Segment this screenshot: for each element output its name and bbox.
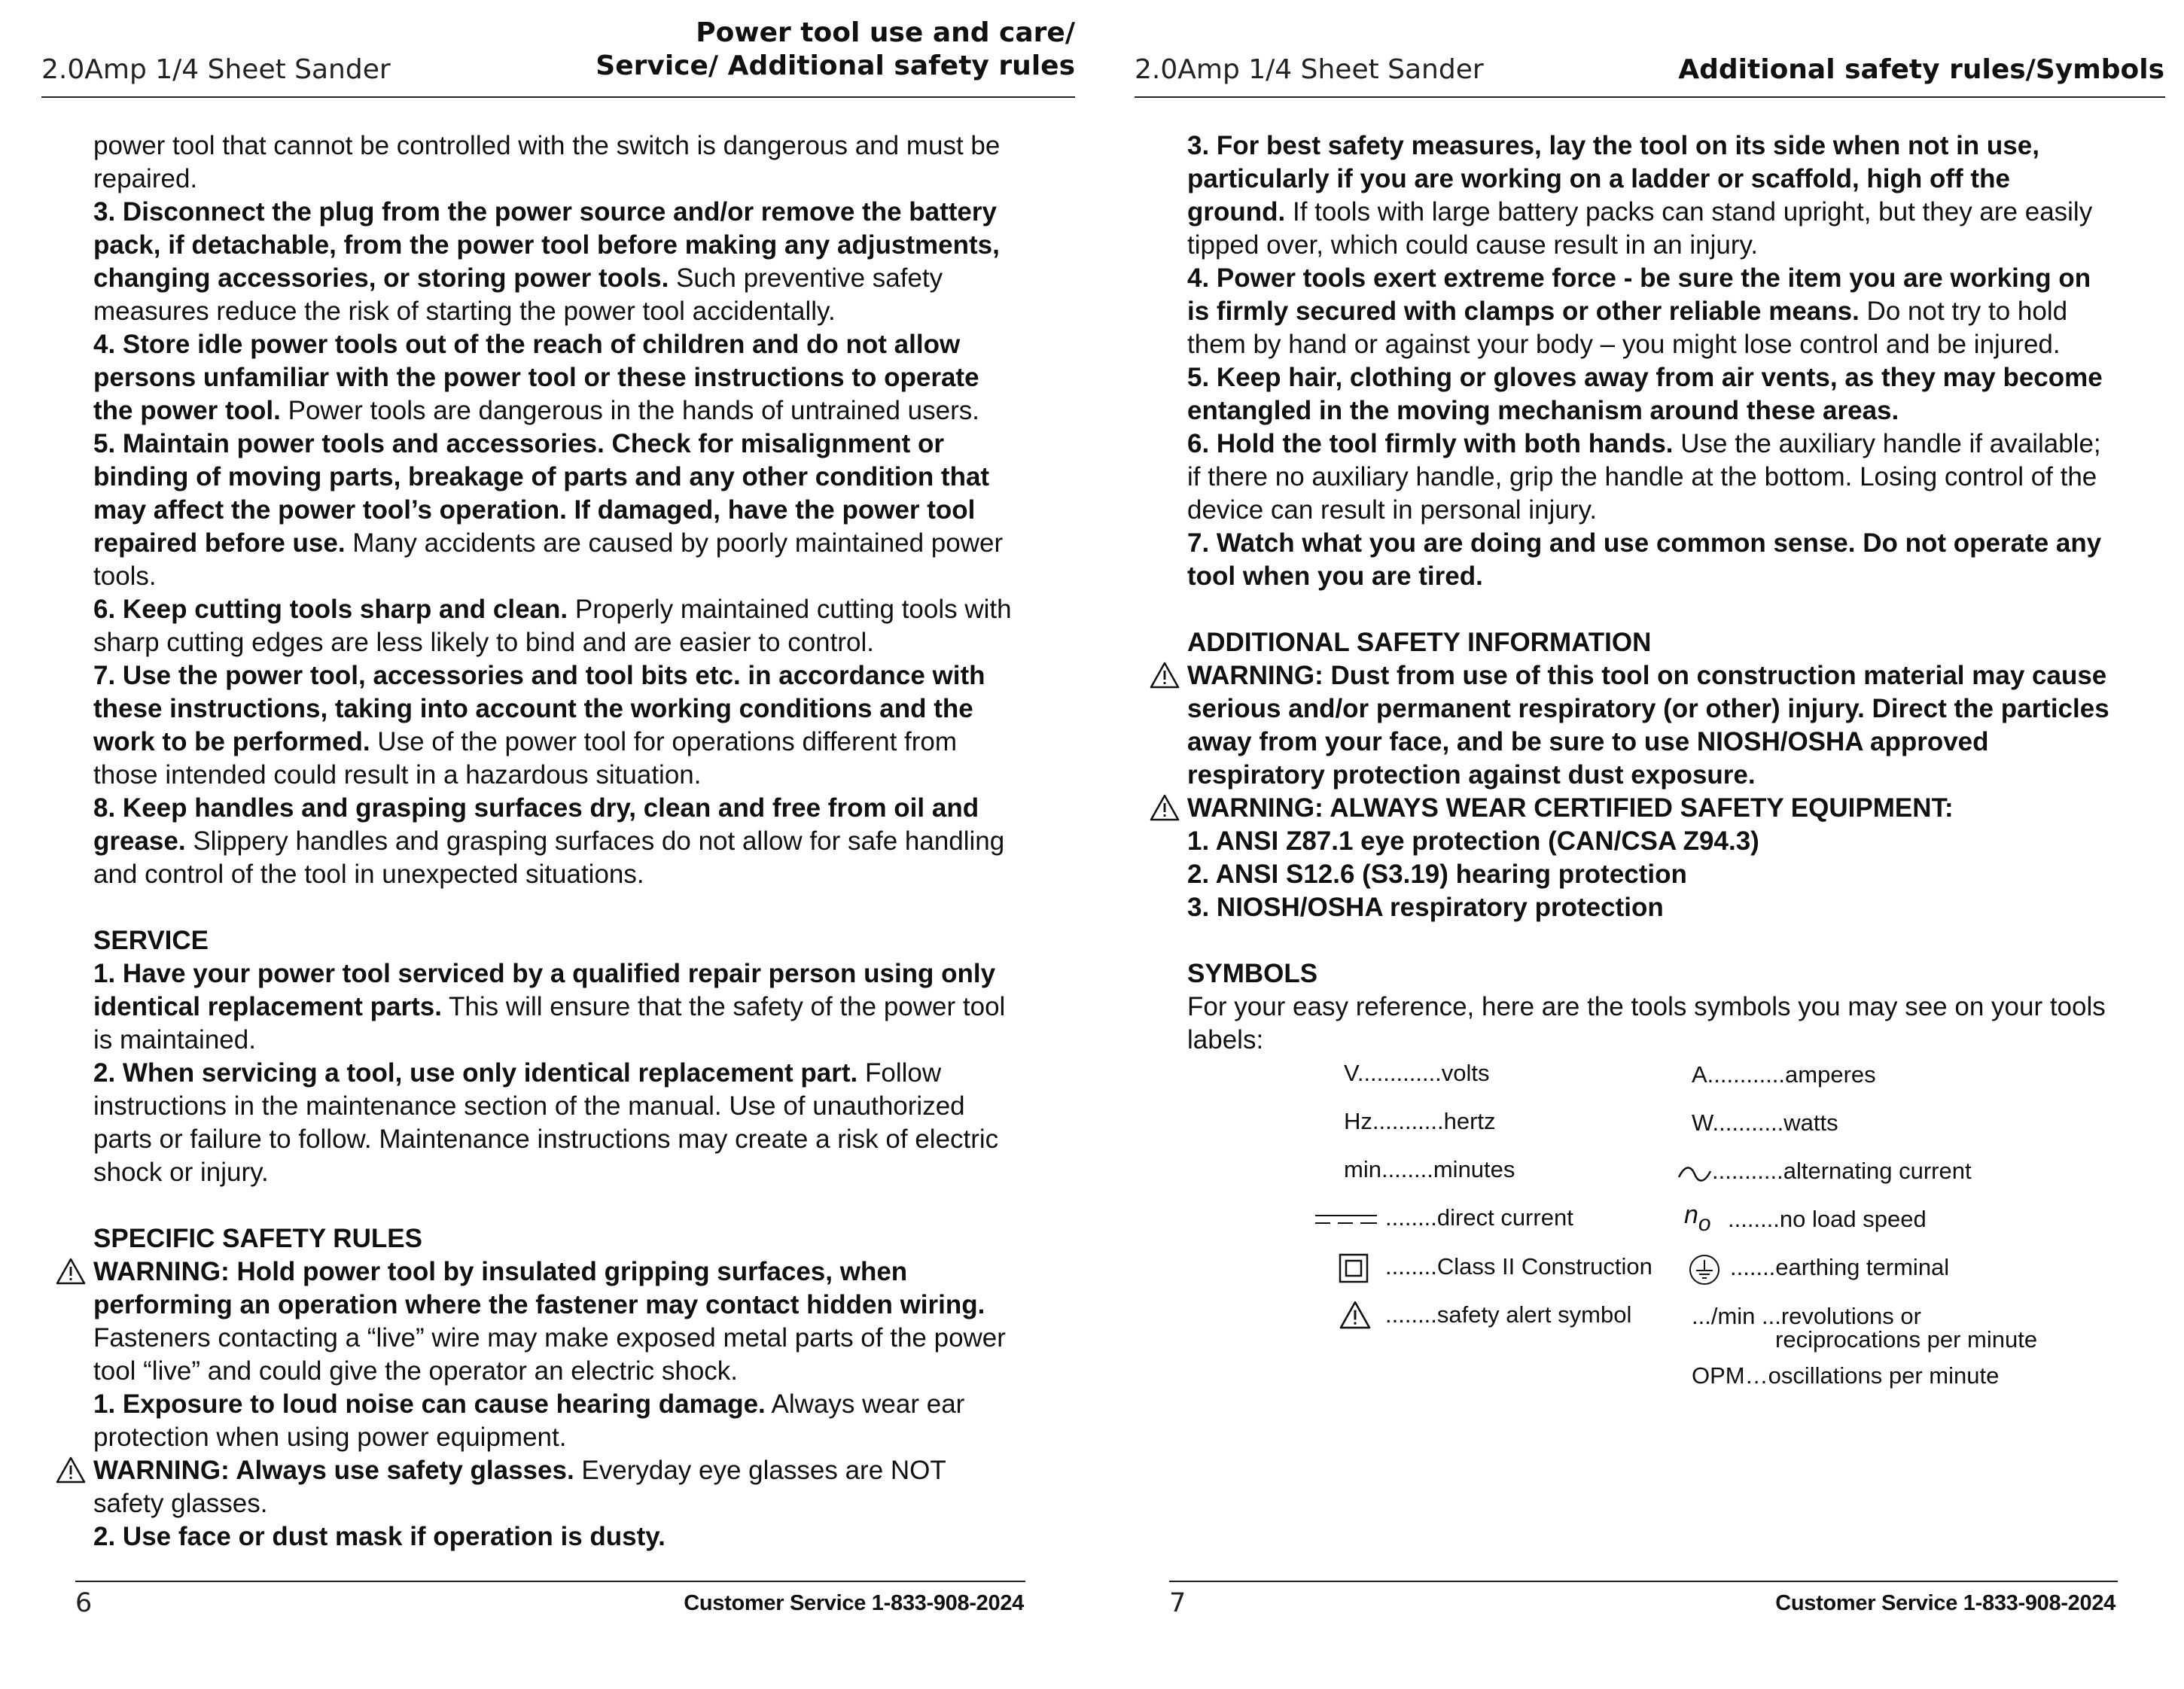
rule-text: Such preventive safety measures reduce the risk of starting the power tool accidentally. [93, 263, 943, 326]
paragraph [93, 659, 1019, 792]
paragraph: 7. Watch what you are doing and use common sense. Do not operate any tool when you are tired. [1187, 528, 2102, 591]
spacer [93, 891, 1019, 924]
symbol-class-ii: ........Class II Construction [1385, 1253, 1652, 1280]
header-product-name: 2.0Amp 1/4 Sheet Sander [1135, 54, 1484, 85]
symbol-direct-current: ........direct current [1385, 1204, 1573, 1231]
symbol-minutes: min........minutes [1344, 1156, 1515, 1182]
warning-text: Everyday eye glasses are NOT safety glasses. [93, 1456, 946, 1518]
rule-lead: 6. Keep cutting tools sharp and clean. [93, 595, 568, 624]
paragraph [93, 196, 1019, 328]
warning-triangle-icon [56, 1258, 86, 1285]
rule-lead: 4. Store idle power tools out of the reach of children and do not allow persons unfamiliar with the power tool or these instructions to operate the power tool. [93, 330, 979, 425]
symbol-hertz: Hz...........hertz [1344, 1108, 1496, 1134]
rule-text: Many accidents are caused by poorly maintained power tools. [93, 528, 1004, 591]
rule-text: If tools with large battery packs can stand upright, but they are easily tipped over, which could cause result in an injury. [1187, 197, 2093, 260]
paragraph [93, 1057, 1019, 1189]
right-page [1092, 0, 2183, 1689]
rule-lead: 6. Hold the tool firmly with both hands. [1187, 429, 1674, 458]
rule-text: Use the auxiliary handle if available; if there no auxiliary handle, grip the handle at the bottom. Losing control of the device can result in personal injury. [1187, 429, 2101, 525]
rule-lead: 2. When servicing a tool, use only identical replacement part. [93, 1058, 858, 1088]
symbols-intro: For your easy reference, here are the tools symbols you may see on your tools labels: [1187, 992, 2106, 1054]
paragraph [93, 593, 1019, 659]
section-heading-service: SERVICE [93, 926, 209, 955]
no-load-speed-icon [1684, 1201, 1711, 1236]
warning-lead: WARNING: Dust from use of this tool on construction material may cause serious and/or permanent respiratory (or other) injury. Direct the particles away from your face, and be sure to use NIOSH/OSHA approved respiratory protection against dust exposure. [1187, 661, 2109, 790]
header-title-line1: Power tool use and care/ [696, 17, 1075, 48]
alternating-current-icon [1677, 1165, 1712, 1183]
earthing-terminal-icon [1689, 1254, 1720, 1286]
no-load-glyph: n [1684, 1201, 1698, 1229]
rule-lead: 5. Maintain power tools and accessories. Check for misalignment or binding of moving parts, breakage of parts and any other condition that may affect the power tool’s operation. If damaged, have the power tool repaired before use. [93, 429, 990, 558]
symbol-rpm: .../min ...revolutions or [1692, 1303, 1921, 1329]
safety-alert-icon [1339, 1301, 1372, 1329]
paragraph [93, 1388, 1019, 1454]
paragraph [93, 328, 1019, 428]
header-section-title [595, 17, 1075, 83]
symbol-opm: OPM…oscillations per minute [1692, 1362, 2000, 1389]
section-heading-symbols: SYMBOLS [1187, 959, 1318, 988]
rule-text: This will ensure that the safety of the power tool is maintained. [93, 992, 1006, 1054]
header-section-title: Additional safety rules/Symbols [1678, 54, 2164, 85]
rule-lead: 8. Keep handles and grasping surfaces dry, clean and free from oil and grease. [93, 793, 979, 856]
rule-lead: 7. Use the power tool, accessories and tool bits etc. in accordance with these instructions, taking into account the working conditions and the work to be performed. [93, 661, 985, 756]
section-heading-additional: ADDITIONAL SAFETY INFORMATION [1187, 628, 1652, 657]
symbol-alternating-current: ...........alternating current [1712, 1158, 1972, 1184]
paragraph [93, 428, 1019, 593]
header-rule [41, 96, 1075, 98]
customer-service-line: Customer Service 1-833-908-2024 [1775, 1591, 2115, 1615]
rule-lead: 3. For best safety measures, lay the tool on its side when not in use, particularly if you are working on a ladder or scaffold, high off the ground. [1187, 131, 2039, 227]
page-number: 7 [1169, 1588, 1186, 1618]
rule-text: Always wear ear protection when using power equipment. [93, 1389, 965, 1452]
header-product-name: 2.0Amp 1/4 Sheet Sander [41, 54, 391, 85]
rule-text: Use of the power tool for operations different from those intended could result in a hazardous situation. [93, 727, 958, 790]
customer-service-line: Customer Service 1-833-908-2024 [684, 1591, 1024, 1615]
warning-triangle-icon [56, 1456, 86, 1484]
page-number: 6 [75, 1588, 93, 1618]
rule-lead: 3. Disconnect the plug from the power source and/or remove the battery pack, if detachable, from the power tool before making any adjustments, changing accessories, or storing power tools. [93, 197, 1000, 293]
equipment-item: 3. NIOSH/OSHA respiratory protection [1187, 893, 1664, 922]
symbol-safety-alert: ........safety alert symbol [1385, 1301, 1632, 1328]
symbol-no-load-speed: ........no load speed [1728, 1206, 1927, 1232]
paragraph [93, 792, 1019, 891]
paragraph: power tool that cannot be controlled with the switch is dangerous and must be repaired. [93, 131, 1001, 193]
paragraph: 2. Use face or dust mask if operation is dusty. [93, 1522, 666, 1551]
symbol-amperes: A............amperes [1692, 1061, 1876, 1088]
equipment-item: 1. ANSI Z87.1 eye protection (CAN/CSA Z94.3) [1187, 826, 1759, 856]
warning-text: Fasteners contacting a “live” wire may make exposed metal parts of the power tool “live” and could give the operator an electric shock. [93, 1323, 1006, 1386]
paragraph: 5. Keep hair, clothing or gloves away from air vents, as they may become entangled in the moving mechanism around these areas. [1187, 363, 2103, 425]
paragraph [93, 957, 1019, 1057]
warning-lead: WARNING: Hold power tool by insulated gripping surfaces, when performing an operation where the fastener may contact hidden wiring. [93, 1257, 985, 1319]
footer-rule [75, 1581, 1025, 1582]
warning-lead: WARNING: Always use safety glasses. [93, 1456, 574, 1485]
footer-rule [1169, 1581, 2118, 1582]
symbol-rpm-continued: reciprocations per minute [1775, 1326, 2038, 1353]
rule-lead: 1. Have your power tool serviced by a qualified repair person using only identical replacement parts. [93, 959, 996, 1021]
rule-text: Do not try to hold them by hand or against your body – you might lose control and be injured. [1187, 297, 2068, 359]
symbol-volts: V.............volts [1344, 1060, 1490, 1086]
equipment-item: 2. ANSI S12.6 (S3.19) hearing protection [1187, 860, 1687, 889]
header-title-line2: Service/ Additional safety rules [595, 50, 1075, 81]
section-heading-specific: SPECIFIC SAFETY RULES [93, 1224, 422, 1253]
warning-paragraph [93, 1255, 1019, 1388]
rule-text: Properly maintained cutting tools with sharp cutting edges are less likely to bind and are easier to control. [93, 595, 1012, 657]
warning-lead: WARNING: ALWAYS WEAR CERTIFIED SAFETY EQUIPMENT: [1187, 793, 1954, 823]
no-load-subscript: o [1698, 1211, 1711, 1236]
symbol-earthing-terminal: .......earthing terminal [1730, 1254, 1950, 1280]
direct-current-icon [1314, 1213, 1378, 1225]
spacer [93, 1189, 1019, 1222]
rule-text: Slippery handles and grasping surfaces do not allow for safe handling and control of the tool in unexpected situations. [93, 826, 1005, 889]
rule-lead: 1. Exposure to loud noise can cause hearing damage. [93, 1389, 766, 1419]
rule-text: Follow instructions in the maintenance section of the manual. Use of unauthorized parts or failure to follow. Maintenance instructions may create a risk of electric shock or injury. [93, 1058, 999, 1187]
rule-text: Power tools are dangerous in the hands of untrained users. [280, 396, 979, 425]
left-body [93, 129, 1019, 1554]
warning-paragraph [93, 1454, 1019, 1520]
symbol-watts: W...........watts [1692, 1109, 1838, 1136]
symbols-table [1092, 0, 2183, 1689]
rule-lead: 4. Power tools exert extreme force - be sure the item you are working on is firmly secured with clamps or other reliable means. [1187, 263, 2091, 326]
class-ii-construction-icon [1339, 1253, 1369, 1283]
